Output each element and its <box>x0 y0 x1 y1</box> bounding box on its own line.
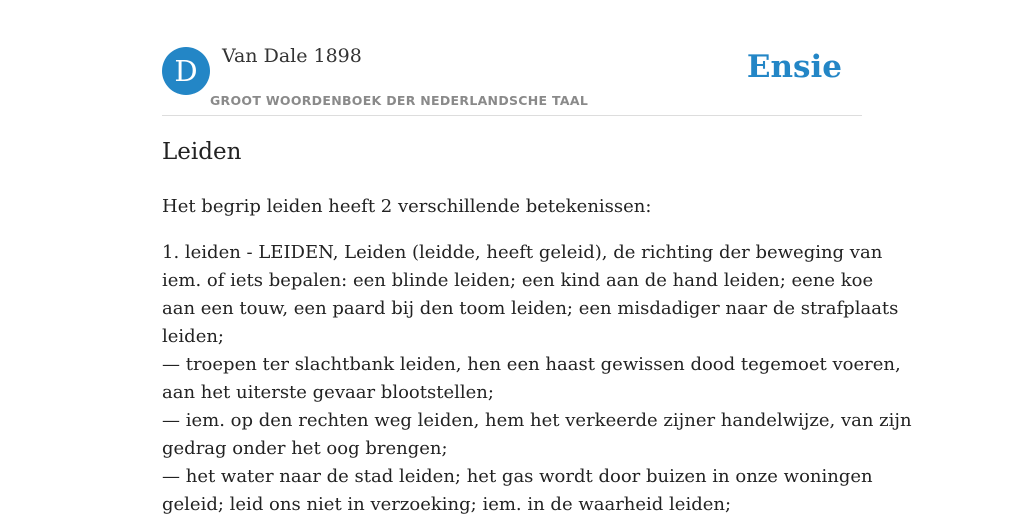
definition-line: 1. leiden - LEIDEN, Leiden (leidde, heeft geleid), de richting der beweging van <box>162 242 883 263</box>
definition-line: aan een touw, een paard bij den toom leiden; een misdadiger naar de strafplaats <box>162 298 899 319</box>
definition-line: leiden; <box>162 326 224 347</box>
entry-intro: Het begrip leiden heeft 2 verschillende betekenissen: <box>162 196 652 217</box>
dictionary-header <box>162 0 862 116</box>
page-container <box>162 0 912 515</box>
entry-title: Leiden <box>162 139 242 165</box>
brand-logo[interactable]: Ensie <box>746 49 842 85</box>
definition-line: geleid; leid ons niet in verzoeking; iem. in de waarheid leiden; <box>162 494 732 515</box>
definition-line: — iem. op den rechten weg leiden, hem het verkeerde zijner handelwijze, van zijn <box>162 410 912 431</box>
definition-line: aan het uiterste gevaar blootstellen; <box>162 382 494 403</box>
dictionary-subtitle: GROOT WOORDENBOEK DER NEDERLANDSCHE TAAL <box>210 93 589 108</box>
definition-line: gedrag onder het oog brengen; <box>162 438 448 459</box>
definition-line: — het water naar de stad leiden; het gas wordt door buizen in onze woningen <box>162 466 873 487</box>
dictionary-title[interactable]: Van Dale 1898 <box>222 45 362 67</box>
definition-line: — troepen ter slachtbank leiden, hen een haast gewissen dood tegemoet voeren, <box>162 354 901 375</box>
dictionary-logo[interactable]: D <box>162 47 210 95</box>
entry-definition <box>162 239 912 519</box>
definition-line: iem. of iets bepalen: een blinde leiden; een kind aan de hand leiden; eene koe <box>162 270 874 291</box>
